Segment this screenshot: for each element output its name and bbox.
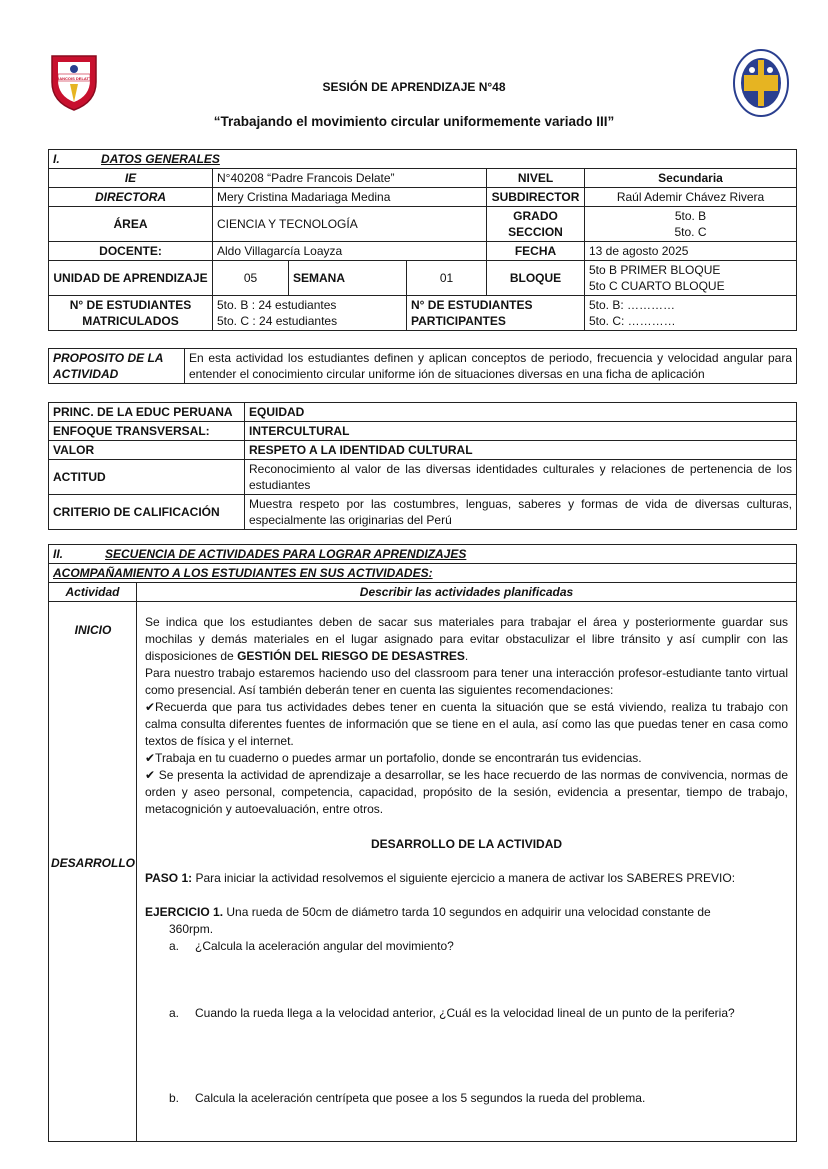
matriculados-value: 5to. B : 24 estudiantes 5to. C : 24 estudiantes	[213, 296, 407, 331]
inicio-label: INICIO	[74, 623, 112, 637]
grado-value: 5to. B 5to. C	[585, 207, 797, 242]
princ-label: PRINC. DE LA EDUC PERUANA	[49, 403, 245, 422]
criterio-label: CRITERIO DE CALIFICACIÓN	[49, 495, 245, 530]
proposito-table	[48, 348, 797, 384]
secuencia-table	[48, 544, 797, 1142]
acompanamiento-header: ACOMPAÑAMIENTO A LOS ESTUDIANTES EN SUS ACTIVIDADES:	[49, 564, 797, 583]
unidad-label: UNIDAD DE APRENDIZAJE	[49, 261, 213, 296]
subdirector-value: Raúl Ademir Chávez Rivera	[585, 188, 797, 207]
semana-value: 01	[407, 261, 487, 296]
paso-1: PASO 1: Para iniciar la actividad resolvemos el siguiente ejercicio a manera de activar los SABERES PREVIO:	[145, 871, 736, 885]
princ-value: EQUIDAD	[245, 403, 797, 422]
question-b: b. Calcula la aceleración centrípeta que posee a los 5 segundos la rueda del problema.	[169, 1091, 646, 1105]
enfoque-value: INTERCULTURAL	[245, 422, 797, 441]
question-a: a. ¿Calcula la aceleración angular del movimiento?	[169, 939, 454, 953]
area-label: ÁREA	[49, 207, 213, 242]
actividad-column	[49, 602, 137, 1142]
question-a2: a. Cuando la rueda llega a la velocidad anterior, ¿Cuál es la velocidad lineal de un punto de la periferia?	[169, 1006, 735, 1020]
valor-value: RESPETO A LA IDENTIDAD CULTURAL	[245, 441, 797, 460]
criterio-value: Muestra respeto por las costumbres, lenguas, saberes y formas de vida de diversas culturas, especialmente las originarias del Perú	[245, 495, 797, 530]
session-title: SESIÓN DE APRENDIZAJE N°48	[322, 80, 506, 94]
desarrollo-label: DESARROLLO	[51, 856, 135, 870]
subdirector-label: SUBDIRECTOR	[487, 188, 585, 207]
ie-label: IE	[49, 169, 213, 188]
grado-label: GRADO SECCION	[487, 207, 585, 242]
bloque-value: 5to B PRIMER BLOQUE 5to C CUARTO BLOQUE	[585, 261, 797, 296]
participantes-label: N° DE ESTUDIANTES PARTICIPANTES	[407, 296, 585, 331]
valores-table	[48, 402, 797, 530]
docente-label: DOCENTE:	[49, 242, 213, 261]
docente-value: Aldo Villagarcía Loayza	[213, 242, 487, 261]
actividades-column	[137, 602, 797, 1142]
general-data-table	[48, 149, 797, 331]
col-actividad: Actividad	[49, 583, 137, 602]
ie-value: N°40208 “Padre Francois Delate”	[213, 169, 487, 188]
proposito-text: En esta actividad los estudiantes definen y aplican conceptos de periodo, frecuencia y velocidad angular para entender el conocimiento circular uniforme ión de situaciones diversas en una ficha de aplicación	[185, 349, 797, 384]
actitud-label: ACTITUD	[49, 460, 245, 495]
bloque-label: BLOQUE	[487, 261, 585, 296]
secuencia-section-header: II. SECUENCIA DE ACTIVIDADES PARA LOGRAR APRENDIZAJES	[49, 545, 797, 564]
school-logo-text: FRANCOIS DELATTE	[53, 76, 95, 81]
fecha-value: 13 de agosto 2025	[585, 242, 797, 261]
area-value: CIENCIA Y TECNOLOGÍA	[213, 207, 487, 242]
matriculados-label: N° DE ESTUDIANTES MATRICULADOS	[49, 296, 213, 331]
nivel-label: NIVEL	[487, 169, 585, 188]
ejercicio-1-cont: 360rpm.	[169, 922, 214, 936]
proposito-label: PROPOSITO DE LA ACTIVIDAD	[49, 349, 185, 384]
valor-label: VALOR	[49, 441, 245, 460]
desarrollo-title: DESARROLLO DE LA ACTIVIDAD	[370, 837, 563, 851]
general-section-header: I. DATOS GENERALES	[49, 150, 797, 169]
col-describir: Describir las actividades planificadas	[137, 583, 797, 602]
nivel-value: Secundaria	[585, 169, 797, 188]
session-subtitle: “Trabajando el movimiento circular uniformemente variado III”	[213, 114, 615, 129]
recommendation-3: ✔ Se presenta la actividad de aprendizaje a desarrollar, se les hace recuerdo de las normas de convivencia, normas de orden y aseo personal, competencia, capacidad, propósito de la sesión, evidencia a presentar, tiempo de trabajo, metacognición y autoevaluación, entre otros.	[145, 768, 788, 816]
directora-value: Mery Cristina Madariaga Medina	[213, 188, 487, 207]
paragraph-classroom: Para nuestro trabajo estaremos haciendo uso del classroom para tener una interacción profesor-estudiante tanto virtual como presencial. Así también deberán tener en cuenta las siguientes recomendaciones:	[145, 666, 788, 697]
enfoque-label: ENFOQUE TRANSVERSAL:	[49, 422, 245, 441]
participantes-value: 5to. B: ………… 5to. C: …………	[585, 296, 797, 331]
unidad-value: 05	[213, 261, 289, 296]
recommendation-2: ✔Trabaja en tu cuaderno o puedes armar un portafolio, donde se encontrarán tus evidencias.	[145, 751, 642, 765]
ejercicio-1: EJERCICIO 1. Una rueda de 50cm de diámetro tarda 10 segundos en adquirir una velocidad constante de	[145, 905, 711, 919]
semana-label: SEMANA	[289, 261, 407, 296]
recommendation-1: ✔Recuerda que para tus actividades debes tener en cuenta la situación que se está viviendo, realiza tu trabajo con calma consulta diferentes fuentes de información que se tiene en el aula, así como las que puedas tener en casa como textos de física y el internet.	[145, 700, 788, 748]
directora-label: DIRECTORA	[49, 188, 213, 207]
actitud-value: Reconocimiento al valor de las diversas identidades culturales y relaciones de pertenencia de los estudiantes	[245, 460, 797, 495]
paragraph-inicio: Se indica que los estudiantes deben de sacar sus materiales para trabajar el área y posteriormente guardar sus mochilas y demás materiales en el lugar asignado para evitar obstaculizar el libre tránsito y así cumplir con las disposiciones de GESTIÓN DEL RIESGO DE DESASTRES.	[145, 615, 788, 663]
fecha-label: FECHA	[487, 242, 585, 261]
